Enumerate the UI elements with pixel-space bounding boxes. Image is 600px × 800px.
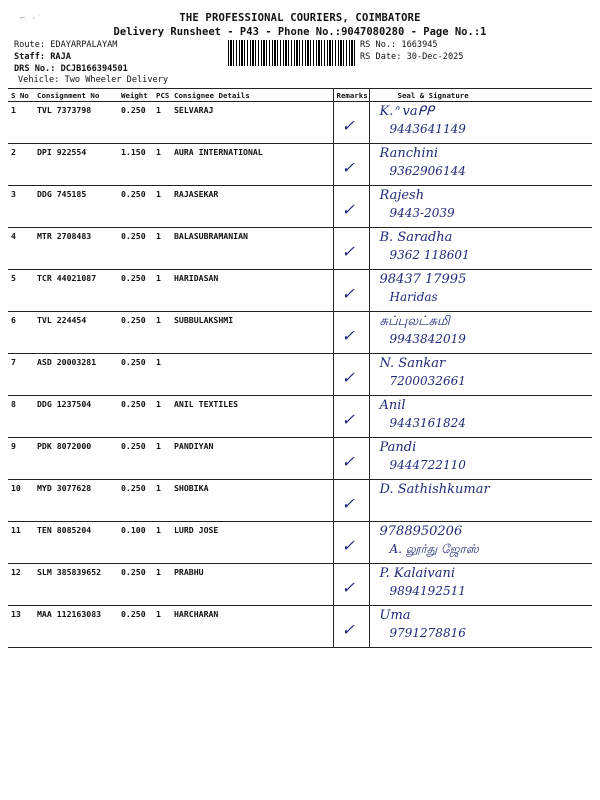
signature-phone: 9362906144: [389, 164, 466, 178]
row-remarks: [333, 186, 369, 228]
remark-tick-icon: ✓: [341, 326, 355, 345]
row-remarks: [333, 354, 369, 396]
row-remarks: [333, 396, 369, 438]
row-weight: 0.250: [118, 480, 153, 522]
row-signature: [369, 102, 592, 144]
row-remarks: [333, 438, 369, 480]
row-weight: 0.250: [118, 102, 153, 144]
row-remarks: [333, 144, 369, 186]
row-pcs: 1: [153, 312, 171, 354]
row-signature: [369, 480, 592, 522]
row-remarks: [333, 564, 369, 606]
row-pcs: 1: [153, 606, 171, 648]
row-consignee: SUBBULAKSHMI: [171, 312, 333, 354]
barcode-icon: [228, 40, 356, 66]
row-pcs: 1: [153, 144, 171, 186]
row-consignee: HARCHARAN: [171, 606, 333, 648]
row-sno: 7: [8, 354, 34, 396]
signature-phone: 9943842019: [389, 332, 466, 346]
row-pcs: 1: [153, 564, 171, 606]
row-weight: 0.250: [118, 396, 153, 438]
remark-tick-icon: ✓: [341, 578, 355, 597]
signature-text: K.ᐢ vaᑭᑭ: [379, 104, 434, 119]
signature-phone: 7200032661: [389, 374, 466, 388]
row-remarks: [333, 312, 369, 354]
col-seal: Seal & Signature: [369, 89, 592, 102]
remark-tick-icon: ✓: [341, 158, 355, 177]
corner-scribble-icon: ⌐ ·ˊ: [20, 14, 42, 24]
row-signature: [369, 228, 592, 270]
row-weight: 0.250: [118, 438, 153, 480]
row-consignee: SELVARAJ: [171, 102, 333, 144]
row-remarks: [333, 480, 369, 522]
row-weight: 0.100: [118, 522, 153, 564]
row-consignee: BALASUBRAMANIAN: [171, 228, 333, 270]
delivery-table: [8, 88, 592, 648]
rs-date: RS Date: 30-Dec-2025: [360, 52, 464, 62]
row-consignment: MTR 2708483: [34, 228, 118, 270]
row-consignee: ANIL TEXTILES: [171, 396, 333, 438]
runsheet-subtitle: Delivery Runsheet - P43 - Phone No.:9047080280 - Page No.:1: [113, 26, 487, 38]
remark-tick-icon: ✓: [341, 116, 355, 135]
table-row: [8, 102, 592, 144]
row-sno: 6: [8, 312, 34, 354]
row-sno: 9: [8, 438, 34, 480]
row-weight: 0.250: [118, 312, 153, 354]
table-row: [8, 312, 592, 354]
signature-text: சுப்புலட்சுமி: [379, 314, 450, 329]
row-weight: 0.250: [118, 186, 153, 228]
signature-text: Uma: [379, 608, 411, 623]
row-pcs: 1: [153, 354, 171, 396]
row-weight: 0.250: [118, 270, 153, 312]
row-weight: 1.150: [118, 144, 153, 186]
row-consignment: TVL 7373798: [34, 102, 118, 144]
row-consignment: DPI 922554: [34, 144, 118, 186]
row-pcs: 1: [153, 480, 171, 522]
signature-text: 9788950206: [379, 524, 463, 539]
col-consignment: Consignment No: [34, 89, 118, 102]
signature-phone: 9362 118601: [389, 248, 470, 262]
row-signature: [369, 522, 592, 564]
signature-text: D. Sathishkumar: [379, 482, 490, 497]
row-sno: 2: [8, 144, 34, 186]
row-pcs: 1: [153, 396, 171, 438]
rs-number: RS No.: 1663945: [360, 40, 438, 50]
row-signature: [369, 144, 592, 186]
row-consignment: TEN 8085204: [34, 522, 118, 564]
route-label: Route: EDAYARPALAYAM: [14, 40, 118, 50]
signature-text: B. Saradha: [379, 230, 453, 245]
remark-tick-icon: ✓: [341, 452, 355, 471]
row-remarks: [333, 606, 369, 648]
remark-tick-icon: ✓: [341, 620, 355, 639]
row-pcs: 1: [153, 228, 171, 270]
row-remarks: [333, 228, 369, 270]
row-consignee: PANDIYAN: [171, 438, 333, 480]
row-consignment: TCR 44021087: [34, 270, 118, 312]
row-signature: [369, 312, 592, 354]
col-weight: Weight: [118, 89, 153, 102]
signature-text: Pandi: [379, 440, 417, 455]
col-remarks: Remarks: [333, 89, 369, 102]
signature-text: 98437 17995: [379, 272, 467, 287]
row-consignee: RAJASEKAR: [171, 186, 333, 228]
signature-phone: A. லூர்து ஜோஸ்: [389, 542, 479, 556]
signature-text: N. Sankar: [379, 356, 446, 371]
row-sno: 11: [8, 522, 34, 564]
col-pcs: PCS: [153, 89, 171, 102]
row-sno: 12: [8, 564, 34, 606]
row-sno: 3: [8, 186, 34, 228]
row-pcs: 1: [153, 186, 171, 228]
row-remarks: [333, 522, 369, 564]
table-row: [8, 228, 592, 270]
row-signature: [369, 438, 592, 480]
remark-tick-icon: ✓: [341, 284, 355, 303]
table-row: [8, 522, 592, 564]
drs-number: DRS No.: DCJB166394501: [14, 64, 128, 74]
signature-phone: 9443641149: [389, 122, 466, 136]
row-consignment: MAA 112163083: [34, 606, 118, 648]
remark-tick-icon: ✓: [341, 536, 355, 555]
remark-tick-icon: ✓: [341, 494, 355, 513]
signature-text: Anil: [379, 398, 406, 413]
signature-phone: 9443-2039: [389, 206, 455, 220]
row-weight: 0.250: [118, 564, 153, 606]
row-sno: 4: [8, 228, 34, 270]
row-pcs: 1: [153, 270, 171, 312]
staff-label: Staff: RAJA: [14, 52, 71, 62]
row-remarks: [333, 270, 369, 312]
table-row: [8, 396, 592, 438]
row-consignee: AURA INTERNATIONAL: [171, 144, 333, 186]
row-consignee: HARIDASAN: [171, 270, 333, 312]
table-row: [8, 438, 592, 480]
row-consignment: SLM 385839652: [34, 564, 118, 606]
signature-phone: 9443161824: [389, 416, 466, 430]
row-consignment: TVL 224454: [34, 312, 118, 354]
row-signature: [369, 270, 592, 312]
row-signature: [369, 564, 592, 606]
company-title: THE PROFESSIONAL COURIERS, COIMBATORE: [179, 12, 421, 24]
remark-tick-icon: ✓: [341, 368, 355, 387]
table-row: [8, 354, 592, 396]
table-row: [8, 270, 592, 312]
remark-tick-icon: ✓: [341, 200, 355, 219]
row-signature: [369, 606, 592, 648]
col-sno: S No: [8, 89, 34, 102]
row-consignee: PRABHU: [171, 564, 333, 606]
row-consignment: PDK 8072000: [34, 438, 118, 480]
table-header-row: [8, 89, 592, 102]
signature-phone: Haridas: [389, 290, 438, 304]
signature-text: Ranchini: [379, 146, 439, 161]
signature-text: P. Kalaivani: [379, 566, 456, 581]
row-weight: 0.250: [118, 228, 153, 270]
signature-phone: 9444722110: [389, 458, 466, 472]
row-signature: [369, 186, 592, 228]
col-consignee: Consignee Details: [171, 89, 333, 102]
row-sno: 8: [8, 396, 34, 438]
table-row: [8, 480, 592, 522]
row-consignment: DDG 1237504: [34, 396, 118, 438]
row-pcs: 1: [153, 438, 171, 480]
row-sno: 5: [8, 270, 34, 312]
row-sno: 10: [8, 480, 34, 522]
row-signature: [369, 396, 592, 438]
remark-tick-icon: ✓: [341, 242, 355, 261]
table-row: [8, 564, 592, 606]
signature-phone: 9894192511: [389, 584, 466, 598]
row-consignee: LURD JOSE: [171, 522, 333, 564]
table-row: [8, 144, 592, 186]
row-pcs: 1: [153, 522, 171, 564]
table-row: [8, 606, 592, 648]
row-weight: 0.250: [118, 606, 153, 648]
row-sno: 1: [8, 102, 34, 144]
row-consignment: MYD 3077628: [34, 480, 118, 522]
vehicle-label: Vehicle: Two Wheeler Delivery: [18, 75, 169, 85]
table-row: [8, 186, 592, 228]
row-consignment: ASD 20003281: [34, 354, 118, 396]
signature-phone: 9791278816: [389, 626, 466, 640]
row-remarks: [333, 102, 369, 144]
remark-tick-icon: ✓: [341, 410, 355, 429]
row-consignee: SHOBIKA: [171, 480, 333, 522]
row-sno: 13: [8, 606, 34, 648]
row-consignment: DDG 745185: [34, 186, 118, 228]
row-weight: 0.250: [118, 354, 153, 396]
row-signature: [369, 354, 592, 396]
row-consignee: [171, 354, 333, 396]
row-pcs: 1: [153, 102, 171, 144]
signature-text: Rajesh: [379, 188, 425, 203]
